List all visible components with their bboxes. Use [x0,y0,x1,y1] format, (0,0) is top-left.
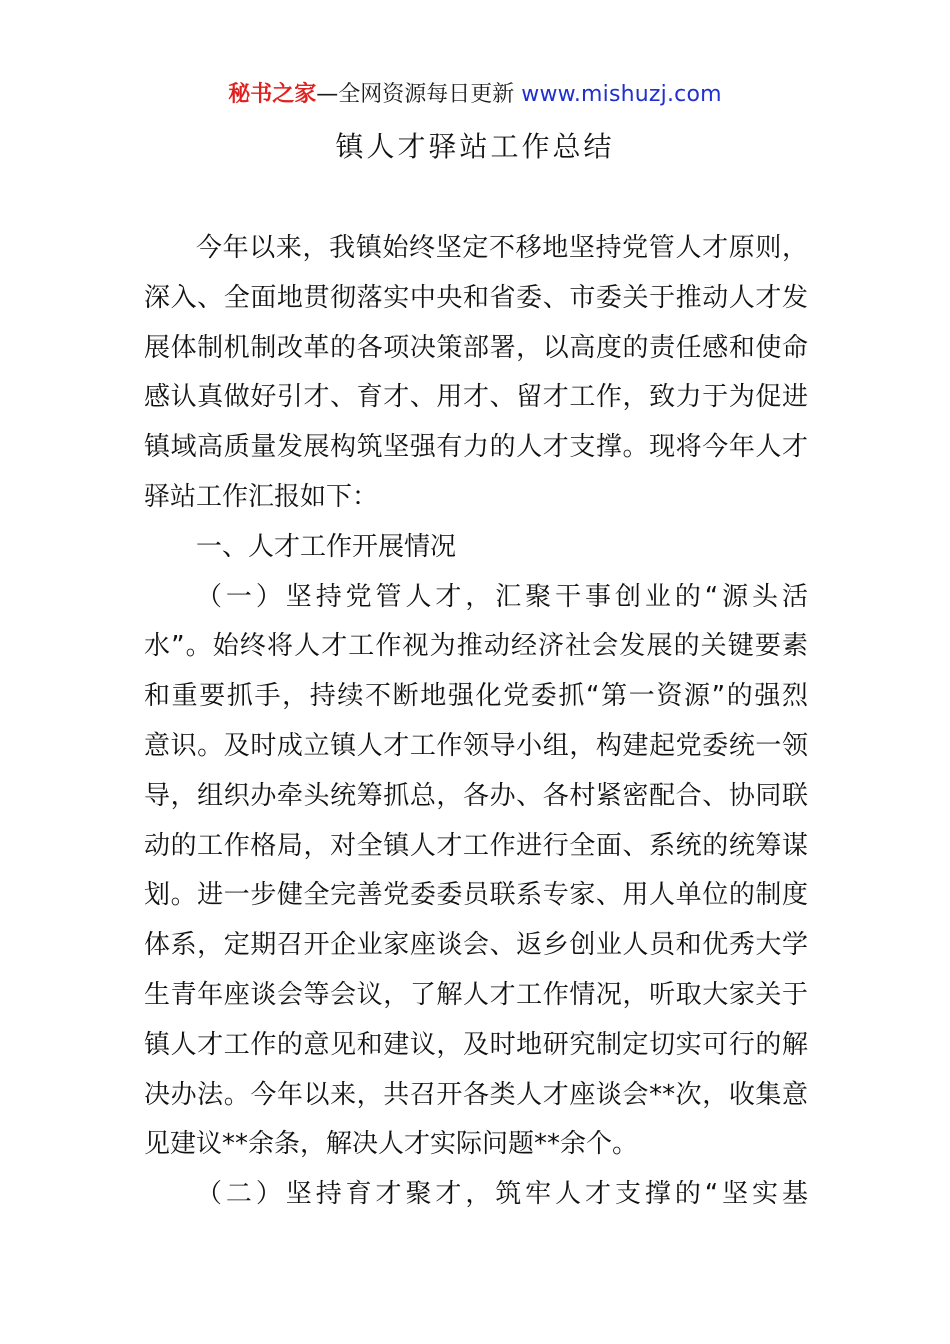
body-line: 生青年座谈会等会议，了解人才工作情况，听取大家关于 [144,979,808,1010]
body-line: 划。进一步健全完善党委委员联系专家、用人单位的制度 [144,880,808,911]
body-line: （一）坚持党管人才，汇聚干事创业的“源头活 [196,581,808,612]
document-body [144,224,808,1220]
body-line: 水”。始终将人才工作视为推动经济社会发展的关键要素 [144,631,808,662]
body-line: 意识。及时成立镇人才工作领导小组，构建起党委统一领 [144,730,808,761]
site-tagline: —全网资源每日更新 [316,82,522,107]
body-line: 见建议**余条，解决人才实际问题**余个。 [144,1129,639,1160]
body-line: 镇人才工作的意见和建议，及时地研究制定切实可行的解 [144,1029,808,1060]
site-url-link[interactable]: www.mishuzj.com [521,82,722,107]
body-line: 决办法。今年以来，共召开各类人才座谈会**次，收集意 [144,1079,808,1110]
body-line: 感认真做好引才、育才、用才、留才工作，致力于为促进 [144,382,808,413]
site-brand: 秘书之家 [228,82,317,107]
body-line: 一、人才工作开展情况 [196,531,457,562]
body-line: 深入、全面地贯彻落实中央和省委、市委关于推动人才发 [144,282,808,313]
body-line: 展体制机制改革的各项决策部署，以高度的责任感和使命 [144,332,808,363]
site-header [0,78,950,112]
body-line: 今年以来，我镇始终坚定不移地坚持党管人才原则， [196,233,808,263]
body-line: 镇域高质量发展构筑坚强有力的人才支撑。现将今年人才 [144,432,808,463]
body-line: （二）坚持育才聚才，筑牢人才支撑的“坚实基 [196,1179,808,1210]
body-line: 动的工作格局，对全镇人才工作进行全面、系统的统筹谋 [144,830,808,861]
body-line: 导，组织办牵头统筹抓总，各办、各村紧密配合、协同联 [144,780,808,811]
body-line: 体系，定期召开企业家座谈会、返乡创业人员和优秀大学 [144,930,808,961]
document-title: 镇人才驿站工作总结 [335,130,615,163]
body-line: 和重要抓手，持续不断地强化党委抓“第一资源”的强烈 [144,681,808,712]
body-line: 驿站工作汇报如下： [144,481,379,512]
